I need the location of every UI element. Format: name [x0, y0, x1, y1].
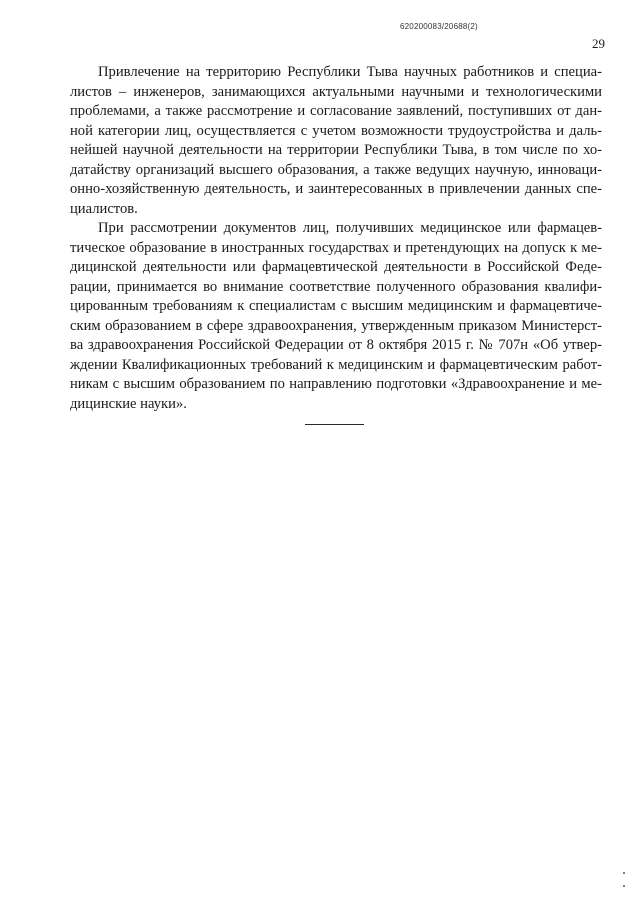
text-line: При рассмотрении документов лиц, получивших медицинское или фармацев- — [98, 220, 602, 236]
text-line: нейшей научной деятельности на территории Республики Тыва, в том числе по хо- — [70, 142, 602, 158]
document-body — [70, 63, 602, 414]
paragraph-researchers — [70, 63, 602, 219]
end-of-text-rule — [305, 424, 364, 425]
text-line: дицинские науки». — [70, 395, 187, 412]
page-number: 29 — [592, 36, 605, 51]
text-line: ной категории лиц, осуществляется с учетом возможности трудоустройства и даль- — [70, 122, 602, 139]
text-line: рации, принимается во внимание соответствие полученного образования квалифи- — [70, 278, 602, 295]
text-line: ждении Квалификационных требований к медицинским и фармацевтическим работ- — [70, 356, 602, 373]
scan-artifact-dot — [623, 872, 625, 874]
text-line: проблемами, а также рассмотрение и согласование заявлений, поступивших от дан- — [70, 103, 602, 119]
text-line: ским образованием в сфере здравоохранения, утвержденным приказом Министерст- — [70, 317, 602, 334]
document-id: 620200083/20688(2) — [400, 22, 478, 31]
text-line: датайству организаций высшего образования, а также ведущих научную, инноваци- — [70, 161, 602, 178]
text-line: циалистов. — [70, 200, 138, 217]
text-line: тическое образование в иностранных государствах и претендующих на допуск к ме- — [70, 239, 602, 256]
text-line: цированным требованиям к специалистам с высшим медицинским и фармацевтиче- — [70, 298, 602, 314]
text-line: онно-хозяйственную деятельность, и заинтересованных в привлечении данных спе- — [70, 181, 602, 197]
paragraph-medical-education — [70, 219, 602, 414]
text-line: никам с высшим образованием по направлению подготовки «Здравоохранение и ме- — [70, 376, 602, 392]
scan-artifact-dot — [623, 885, 625, 887]
text-line: Привлечение на территорию Республики Тыва научных работников и специа- — [98, 64, 602, 80]
text-line: дицинской деятельности или фармацевтической деятельности в Российской Федe- — [70, 259, 602, 275]
text-line: ва здравоохранения Российской Федерации от 8 октября 2015 г. № 707н «Об утвер- — [70, 337, 602, 353]
text-line: листов – инженеров, занимающихся актуальными научными и технологическими — [70, 83, 602, 100]
